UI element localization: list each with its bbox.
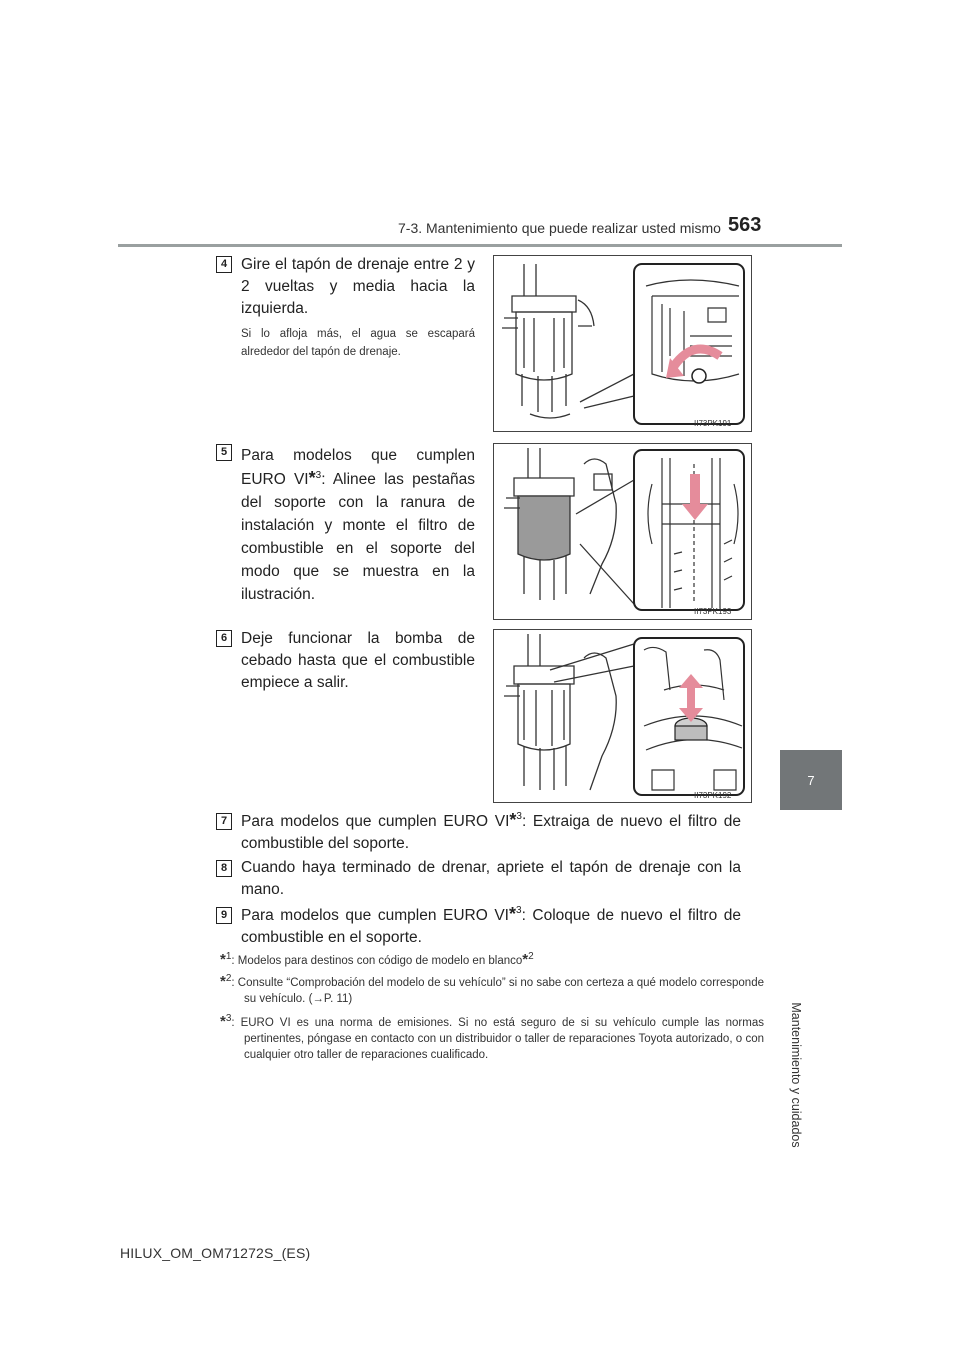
detail-inset [634, 450, 744, 610]
step-7-text: Para modelos que cumplen EURO VI*$^3$: Extraiga de nuevo el filtro de combustible del soporte. [241, 810, 741, 852]
footnote-mark: 3 [225, 1013, 232, 1024]
step-number-4: 4 [216, 256, 232, 273]
fuel-filter-drain-illustration [494, 256, 751, 431]
header-rule [118, 244, 842, 247]
step-7-text-post: : Extraiga de nuevo el filtro de combustible del soporte. [241, 813, 741, 852]
step-5-text-post: : Alinee las pestañas del soporte con la ranura de instalación y monte el filtro de combustible en el soporte del modo que se muestra en la ilustración. [241, 471, 475, 603]
detail-inset [634, 264, 744, 424]
step-8-text: Cuando haya terminado de drenar, apriete el tapón de drenaje con la mano. [241, 859, 741, 898]
step-4-note: Si lo afloja más, el agua se escapará alrededor del tapón de drenaje. [241, 328, 475, 358]
chapter-title: Mantenimiento y cuidados [789, 1002, 803, 1148]
step-7-text-pre: Para modelos que cumplen EURO VI [241, 813, 510, 830]
step-number-5: 5 [216, 444, 232, 461]
priming-pump-illustration [494, 630, 751, 802]
step-5-text-pre: Para modelos que cumplen EURO VI [241, 447, 475, 488]
step-9-text-pre: Para modelos que cumplen EURO VI [241, 907, 509, 924]
filter-alignment-illustration [494, 444, 751, 619]
footnote-ref: 3 [516, 905, 522, 916]
step-9-text-post: : Coloque de nuevo el filtro de combustible en el soporte. [241, 907, 741, 946]
footnote-2-text: : Consulte “Comprobación del modelo de su vehículo” si no sabe con certeza a qué modelo corresponde su vehículo. (→P. 11) [231, 977, 764, 1005]
up-down-arrow-icon [687, 686, 695, 710]
document-code: HILUX_OM_OM71272S_(ES) [120, 1245, 311, 1261]
figure-drain-plug [493, 255, 752, 432]
figure-code: II73PK193 [694, 607, 732, 616]
step-5-text: Para modelos que cumplen EURO VI*$^3$: Alinee las pestañas del soporte con la ranura de instalación y monte el filtro de combustible en el soporte del modo que se muestra en la ilustración. [241, 447, 475, 603]
figure-priming-pump [493, 629, 752, 803]
step-9-text: Para modelos que cumplen EURO VI*$^3$: Coloque de nuevo el filtro de combustible en el soporte. [241, 904, 741, 946]
step-number-8: 8 [216, 860, 232, 877]
figure-filter-alignment [493, 443, 752, 620]
footnote-mark: 2 [225, 973, 232, 984]
chapter-tab [780, 750, 842, 810]
page-number: 563 [728, 214, 762, 236]
footnote-ref: 2 [528, 951, 534, 962]
chapter-title-vertical [784, 970, 808, 1180]
figure-code: II73PK192 [694, 791, 732, 800]
step-number-6: 6 [216, 630, 232, 647]
footnote-ref: 3 [315, 470, 322, 481]
footnote-3: *3: EURO VI es una norma de emisiones. Si no está seguro de si su vehículo cumple las normas pertinentes, póngase en contacto con un distribuidor o taller de reparaciones Toyota autorizado, o con cualquier otro taller de reparaciones cualificado. [220, 1013, 764, 1061]
footnote-mark: 1 [225, 951, 232, 962]
down-arrow-icon [690, 474, 700, 506]
step-6-text: Deje funcionar la bomba de cebado hasta que el combustible empiece a salir. [241, 630, 475, 691]
footnote-1-text: : Modelos para destinos con código de modelo en blanco [231, 955, 523, 967]
step-number-7: 7 [216, 813, 232, 830]
figure-code: II73PK191 [694, 419, 732, 428]
section-title: 7-3. Mantenimiento que puede realizar usted mismo [398, 220, 721, 236]
drain-plug-icon [692, 369, 706, 383]
footnote-1: *1: Modelos para destinos con código de modelo en blanco*2 [220, 951, 534, 968]
step-number-9: 9 [216, 907, 232, 924]
footnote-ref: 3 [516, 811, 522, 822]
step-4-text: Gire el tapón de drenaje entre 2 y 2 vueltas y media hacia la izquierda. [241, 256, 475, 317]
chapter-number: 7 [807, 773, 815, 788]
footnote-2: *2: Consulte “Comprobación del modelo de su vehículo” si no sabe con certeza a qué modelo corresponde su vehículo. (→P. 11) [220, 973, 764, 1005]
footnote-3-text: : EURO VI es una norma de emisiones. Si no está seguro de si su vehículo cumple las normas pertinentes, póngase en contacto con un distribuidor o taller de reparaciones Toyota autorizado, o con cualquier otro taller de reparaciones cualificado. [231, 1017, 764, 1061]
